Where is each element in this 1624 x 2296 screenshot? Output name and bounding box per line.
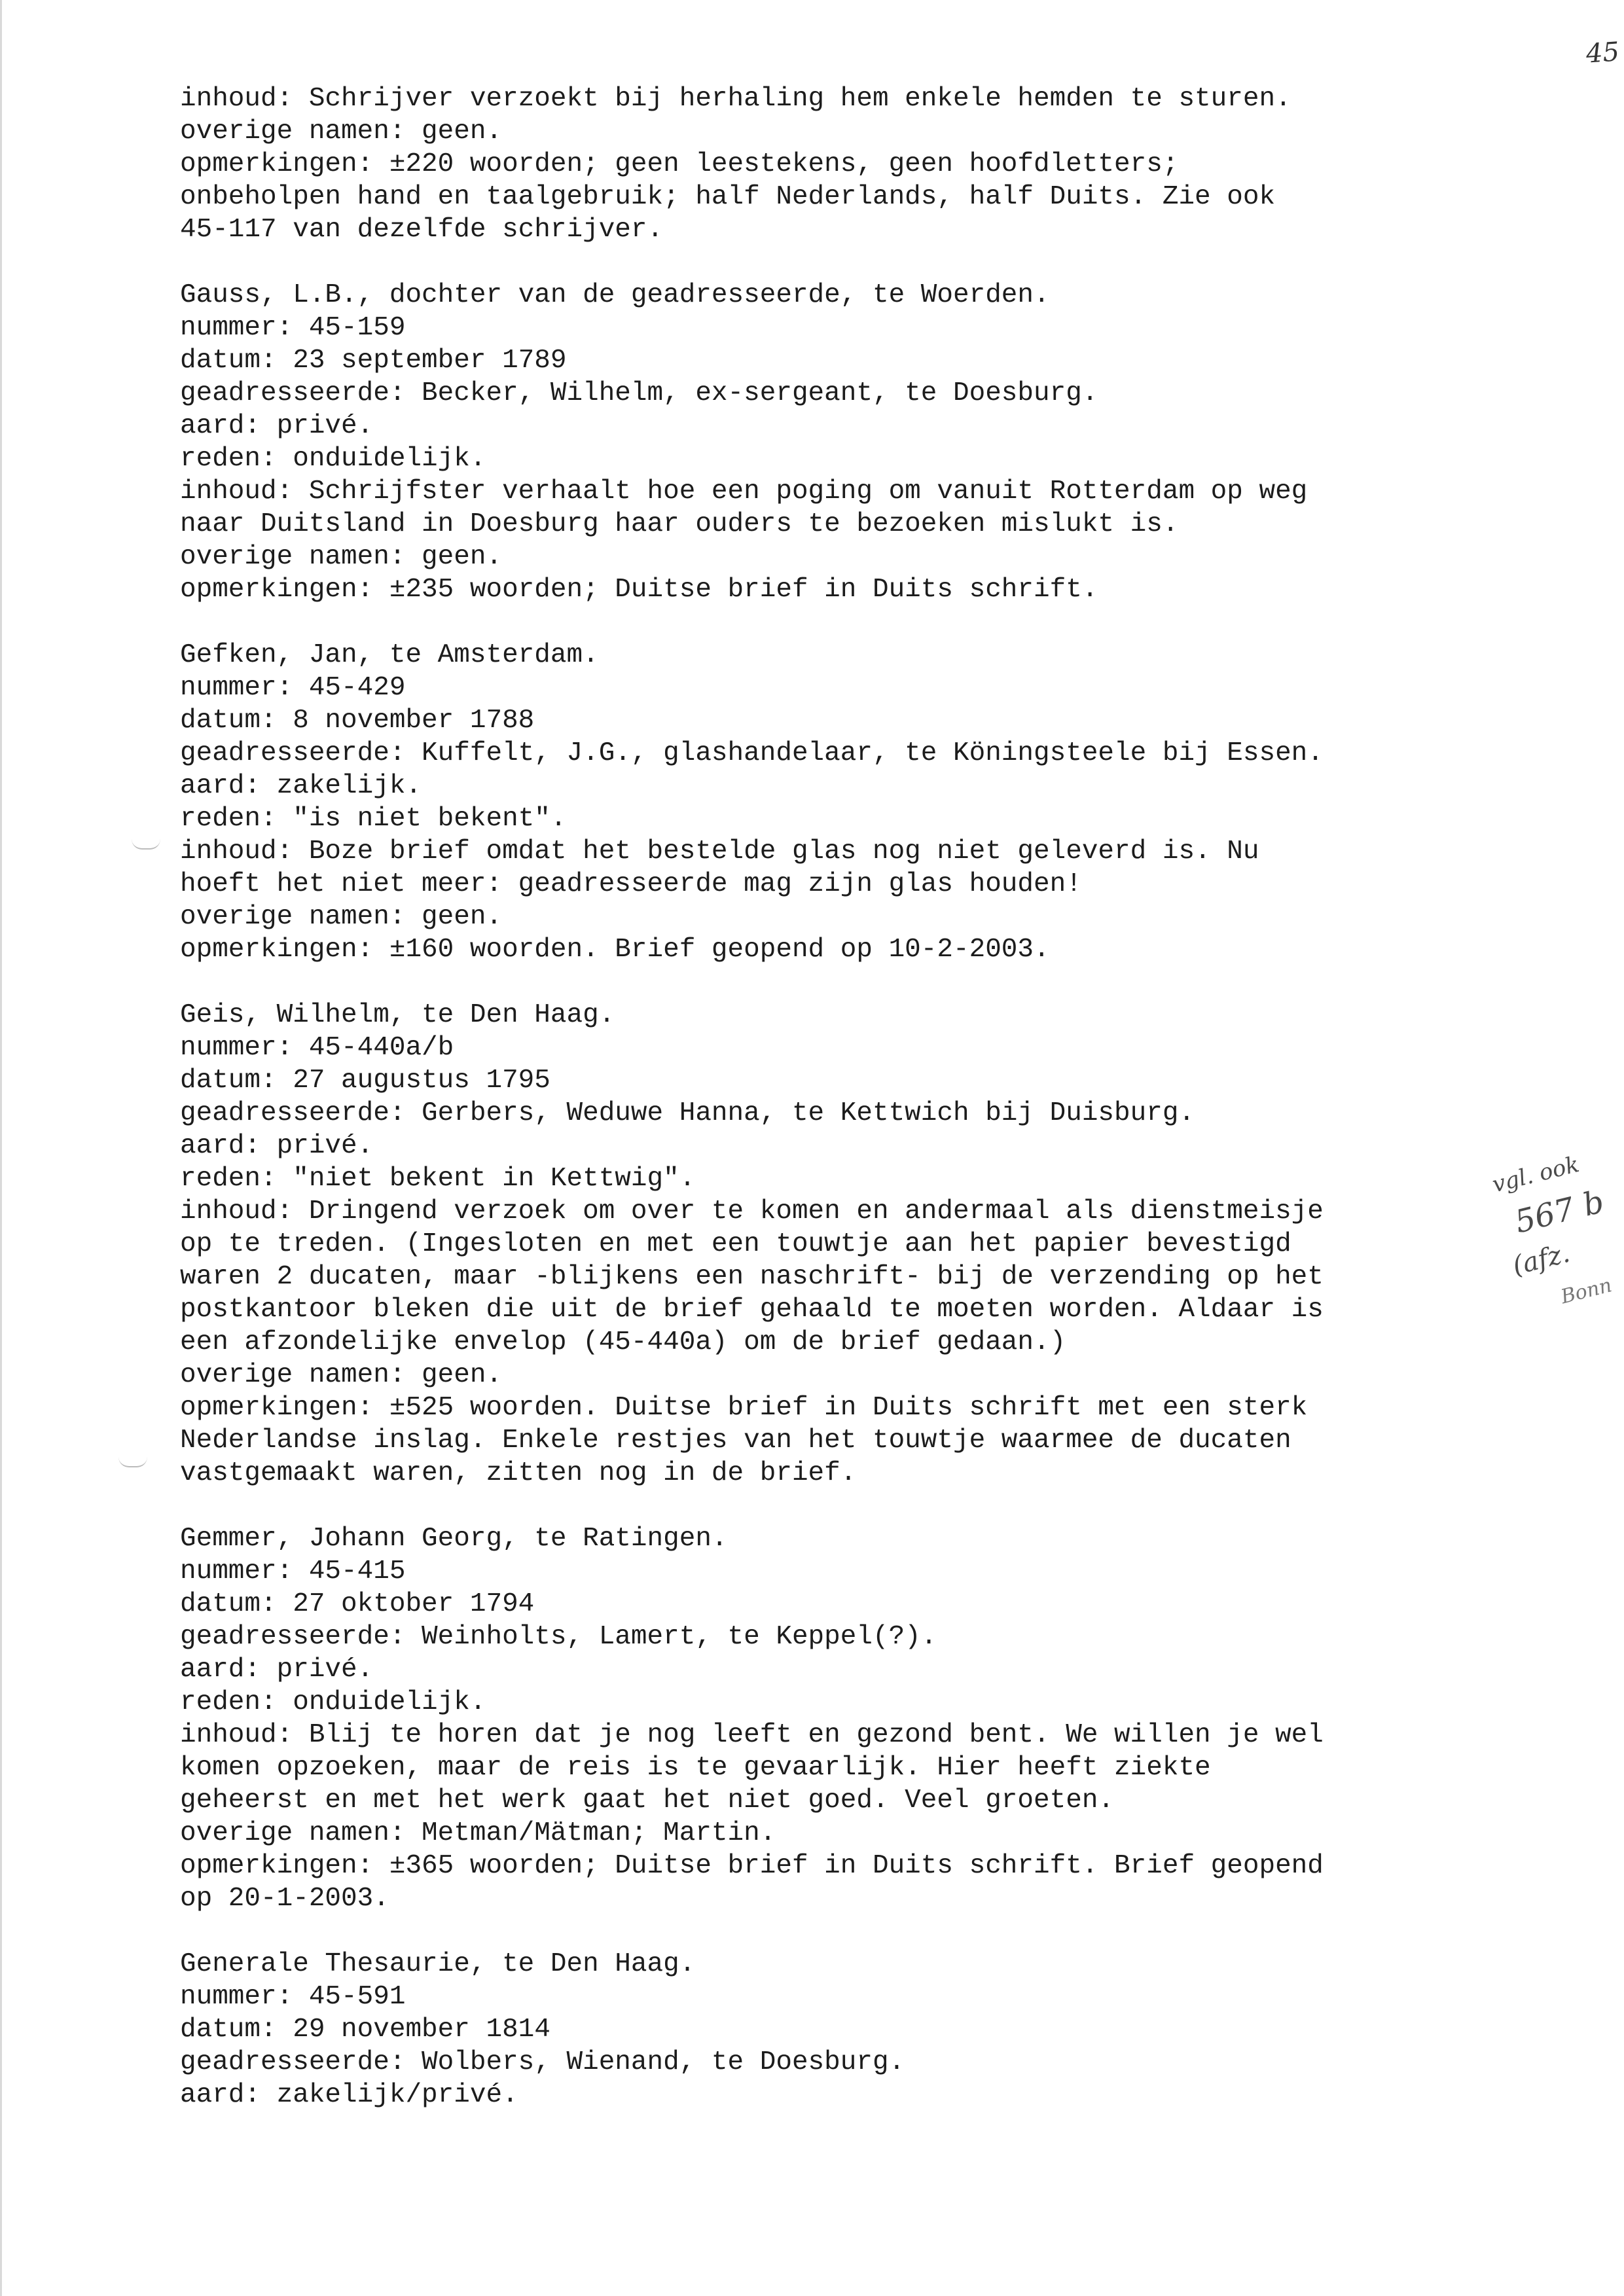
entry-line: Gauss, L.B., dochter van de geadresseerde, te Woerden.	[180, 280, 1050, 310]
pencil-mark	[132, 839, 160, 850]
entry-line: 45-117 van dezelfde schrijver.	[180, 215, 664, 245]
entry-line: waren 2 ducaten, maar -blijkens een naschrift- bij de verzending op het	[180, 1262, 1324, 1292]
entry-line: geheerst en met het werk gaat het niet goed. Veel groeten.	[180, 1785, 1115, 1816]
entry-line: naar Duitsland in Doesburg haar ouders te bezoeken mislukt is.	[180, 509, 1179, 539]
entry-line: datum: 27 oktober 1794	[180, 1589, 535, 1619]
entry-line: inhoud: Dringend verzoek om over te komen en andermaal als dienstmeisje	[180, 1196, 1324, 1227]
pencil-mark	[118, 1457, 147, 1467]
entry-line: geadresseerde: Gerbers, Weduwe Hanna, te Kettwich bij Duisburg.	[180, 1098, 1195, 1128]
entry-line: nummer: 45-591	[180, 1982, 406, 2012]
entry-line: reden: "niet bekent in Kettwig".	[180, 1164, 696, 1194]
entry-line: reden: onduidelijk.	[180, 1687, 486, 1717]
entry-line: vastgemaakt waren, zitten nog in de brief.	[180, 1458, 857, 1488]
entry-line: aard: privé.	[180, 1655, 374, 1685]
margin-note-line: vgl. ook	[1489, 1151, 1582, 1198]
entry-line: nummer: 45-429	[180, 673, 406, 703]
letter-entry	[180, 1522, 1515, 1915]
entry-line: inhoud: Blij te horen dat je nog leeft en gezond bent. We willen je wel	[180, 1720, 1324, 1750]
entry-line: aard: zakelijk.	[180, 771, 422, 801]
entry-line: overige namen: Metman/Mätman; Martin.	[180, 1818, 776, 1848]
entry-line: nummer: 45-415	[180, 1556, 406, 1587]
letter-entry	[180, 999, 1515, 1490]
margin-note-line: Bonn	[1559, 1274, 1614, 1309]
letter-entry	[180, 639, 1515, 966]
entry-line: Generale Thesaurie, te Den Haag.	[180, 1949, 696, 1979]
entry-line: overige namen: geen.	[180, 542, 503, 572]
letter-entry	[180, 279, 1515, 606]
entry-line: overige namen: geen.	[180, 1360, 503, 1390]
entry-line: nummer: 45-440a/b	[180, 1033, 454, 1063]
entry-line: Gemmer, Johann Georg, te Ratingen.	[180, 1524, 728, 1554]
entry-line: opmerkingen: ±160 woorden. Brief geopend op 10-2-2003.	[180, 935, 1050, 965]
entry-line: Nederlandse inslag. Enkele restjes van het touwtje waarmee de ducaten	[180, 1426, 1291, 1456]
entry-line: datum: 23 september 1789	[180, 346, 567, 376]
entry-line: inhoud: Schrijfster verhaalt hoe een poging om vanuit Rotterdam op weg	[180, 476, 1308, 507]
entry-line: aard: privé.	[180, 1131, 374, 1161]
entry-separator	[180, 1915, 1515, 1948]
letter-entry	[180, 1948, 1515, 2111]
entry-line: datum: 8 november 1788	[180, 706, 535, 736]
entries-list	[180, 82, 1515, 2111]
entry-line: Gefken, Jan, te Amsterdam.	[180, 640, 599, 670]
entry-line: opmerkingen: ±235 woorden; Duitse brief in Duits schrift.	[180, 575, 1098, 605]
entry-line: opmerkingen: ±365 woorden; Duitse brief in Duits schrift. Brief geopend	[180, 1851, 1324, 1881]
margin-note-line: (afz.	[1509, 1238, 1573, 1282]
entry-line: inhoud: Boze brief omdat het bestelde glas nog niet geleverd is. Nu	[180, 836, 1259, 867]
entry-line: komen opzoeken, maar de reis is te gevaarlijk. Hier heeft ziekte	[180, 1753, 1211, 1783]
entry-line: inhoud: Schrijver verzoekt bij herhaling hem enkele hemden te sturen.	[180, 84, 1291, 114]
entry-line: geadresseerde: Wolbers, Wienand, te Doesburg.	[180, 2047, 905, 2077]
entry-line: op te treden. (Ingesloten en met een touwtje aan het papier bevestigd	[180, 1229, 1291, 1259]
entry-line: op 20-1-2003.	[180, 1884, 389, 1914]
entry-line: geadresseerde: Kuffelt, J.G., glashandelaar, te Köningsteele bij Essen.	[180, 738, 1324, 768]
entry-line: postkantoor bleken die uit de brief gehaald te moeten worden. Aldaar is	[180, 1295, 1324, 1325]
entry-line: hoeft het niet meer: geadresseerde mag zijn glas houden!	[180, 869, 1082, 899]
entry-line: reden: onduidelijk.	[180, 444, 486, 474]
entry-line: onbeholpen hand en taalgebruik; half Nederlands, half Duits. Zie ook	[180, 182, 1276, 212]
entry-line: overige namen: geen.	[180, 902, 503, 932]
entry-line: overige namen: geen.	[180, 117, 503, 147]
entry-separator	[180, 966, 1515, 999]
entry-line: datum: 27 augustus 1795	[180, 1066, 550, 1096]
entry-separator	[180, 1490, 1515, 1522]
page-number: 45	[1585, 37, 1621, 69]
entry-separator	[180, 246, 1515, 279]
entry-line: opmerkingen: ±220 woorden; geen leestekens, geen hoofdletters;	[180, 149, 1179, 179]
entry-line: aard: zakelijk/privé.	[180, 2080, 518, 2110]
entry-line: opmerkingen: ±525 woorden. Duitse brief in Duits schrift met een sterk	[180, 1393, 1308, 1423]
entry-line: aard: privé.	[180, 411, 374, 441]
entry-line: geadresseerde: Weinholts, Lamert, te Keppel(?).	[180, 1622, 937, 1652]
entry-separator	[180, 606, 1515, 639]
entry-line: een afzondelijke envelop (45-440a) om de brief gedaan.)	[180, 1327, 1066, 1357]
entry-line: nummer: 45-159	[180, 313, 406, 343]
letter-entry	[180, 82, 1515, 246]
entry-line: Geis, Wilhelm, te Den Haag.	[180, 1000, 615, 1030]
margin-note-line: 567 b	[1511, 1183, 1608, 1241]
entry-line: geadresseerde: Becker, Wilhelm, ex-sergeant, te Doesburg.	[180, 378, 1098, 408]
entry-line: reden: "is niet bekent".	[180, 804, 567, 834]
entry-line: datum: 29 november 1814	[180, 2015, 550, 2045]
